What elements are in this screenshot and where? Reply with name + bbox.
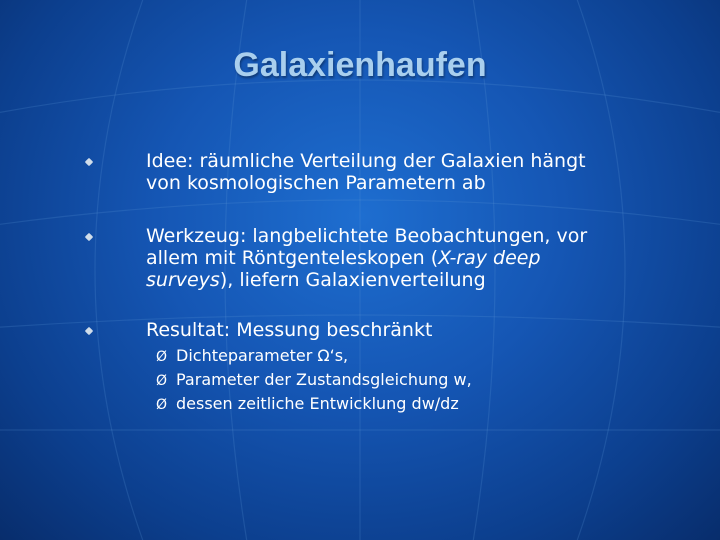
sub-bullet-zustandsgleichung	[156, 369, 576, 392]
bullet-werkzeug-text-end: ), liefern Galaxienverteilung	[219, 269, 486, 291]
bullet-resultat: Resultat: Messung beschränkt	[146, 319, 433, 341]
arrow-icon: Ø	[156, 349, 168, 365]
bullet-werkzeug	[146, 225, 596, 291]
sub-bullet-text: Dichteparameter Ω‘s,	[176, 346, 349, 365]
sub-bullet-text: dessen zeitliche Entwicklung dw/dz	[176, 394, 459, 413]
bullet-idee: Idee: räumliche Verteilung der Galaxien hängt von kosmologischen Parametern ab	[146, 150, 586, 194]
sub-bullet-dichteparameter	[156, 345, 576, 368]
sub-bullet-text: Parameter der Zustandsgleichung w,	[176, 370, 472, 389]
bullet-werkzeug-italic: X-ray deep surveys	[146, 247, 541, 291]
sub-bullet-entwicklung	[156, 393, 576, 416]
bullet-werkzeug-text: Werkzeug: langbelichtete Beobachtungen, vor allem mit Röntgenteleskopen (	[146, 225, 588, 269]
arrow-icon: Ø	[156, 373, 168, 389]
slide-title: Galaxienhaufen	[233, 46, 487, 84]
arrow-icon: Ø	[156, 397, 168, 413]
